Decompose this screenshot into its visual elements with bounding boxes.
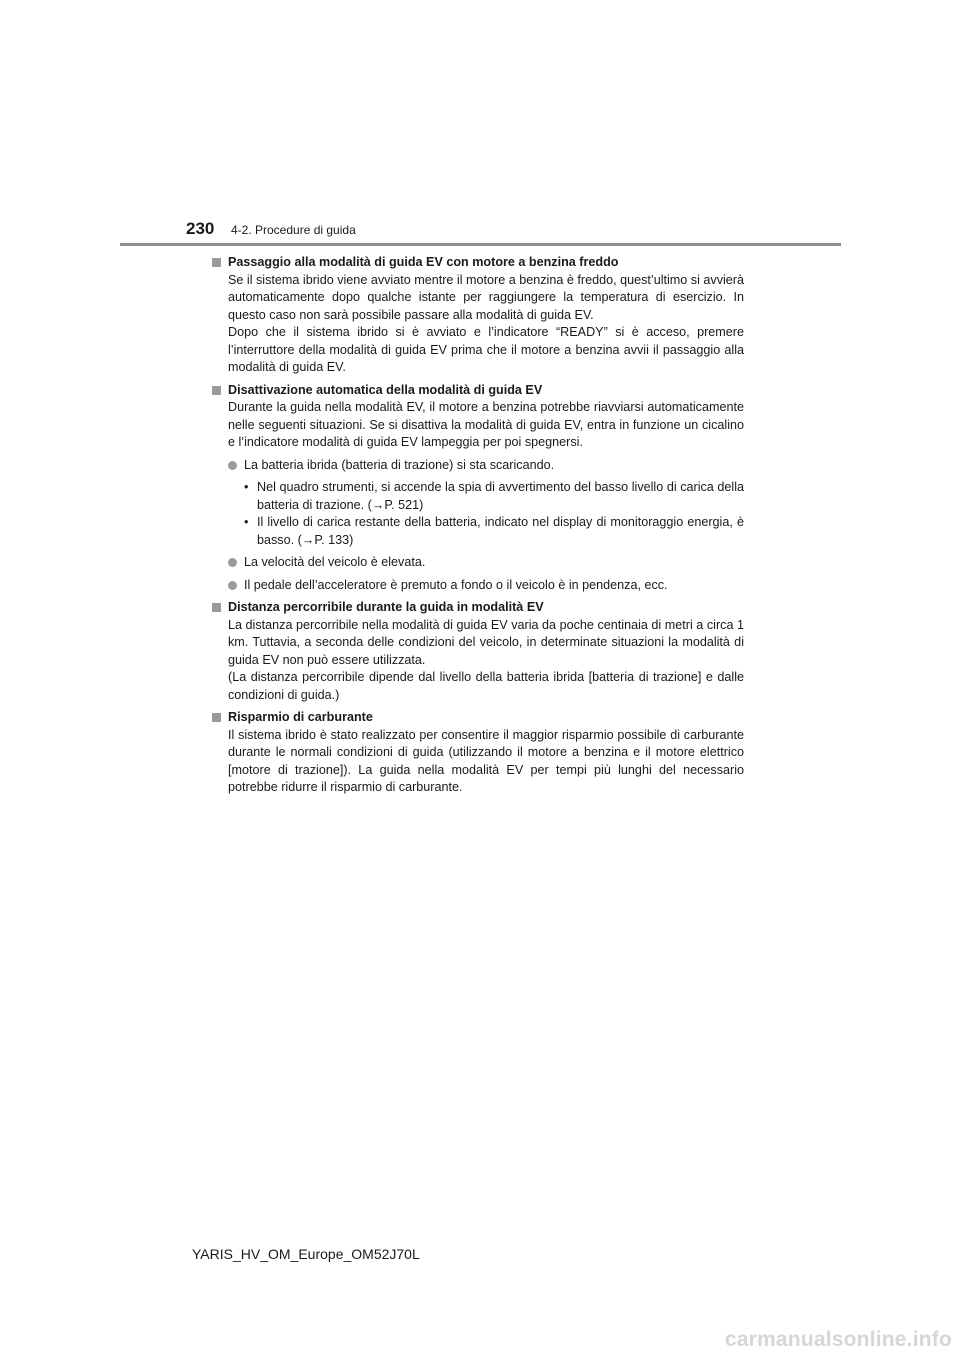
section-heading-text: Distanza percorribile durante la guida in modalità EV xyxy=(228,600,544,614)
section-heading xyxy=(212,254,744,272)
paragraph: Durante la guida nella modalità EV, il motore a benzina potrebbe riavviarsi automaticamente nelle seguenti situazioni. Se si disattiva la modalità di guida EV, entra in funzione un cicalino e l’indicatore modalità di guida EV lampeggia per poi spegnersi. xyxy=(228,400,744,449)
circle-bullet-icon xyxy=(228,461,237,470)
sub-list-item-text: Nel quadro strumenti, si accende la spia di avvertimento del basso livello di carica della batteria di trazione. (→P. 521) xyxy=(257,480,744,512)
square-bullet-icon xyxy=(212,603,221,612)
dot-bullet-icon: • xyxy=(244,515,249,529)
section-heading xyxy=(212,382,744,400)
dot-bullet-icon: • xyxy=(244,480,249,494)
circle-bullet-icon xyxy=(228,581,237,590)
list-item xyxy=(212,554,744,572)
section-cold-engine xyxy=(212,254,744,377)
watermark: carmanualsonline.info xyxy=(724,1328,952,1351)
section-heading xyxy=(212,709,744,727)
list-item xyxy=(212,577,744,595)
square-bullet-icon xyxy=(212,258,221,267)
paragraph: Dopo che il sistema ibrido si è avviato e l’indicatore “READY” si è acceso, premere l’interruttore della modalità di guida EV prima che il motore a benzina avvii il passaggio alla modalità di guida EV. xyxy=(228,325,744,374)
section-fuel-saving xyxy=(212,709,744,797)
list-item-text: Il pedale dell’acceleratore è premuto a fondo o il veicolo è in pendenza, ecc. xyxy=(244,577,668,592)
sub-list xyxy=(212,479,744,549)
sub-list-item xyxy=(212,479,744,514)
header-divider xyxy=(120,243,841,246)
section-title: 4-2. Procedure di guida xyxy=(231,223,356,237)
page-content xyxy=(212,254,744,802)
list-item-text: La batteria ibrida (batteria di trazione) si sta scaricando. xyxy=(244,457,555,472)
list-item xyxy=(212,457,744,475)
section-heading-text: Disattivazione automatica della modalità di guida EV xyxy=(228,382,543,397)
paragraph: Il sistema ibrido è stato realizzato per consentire il maggior risparmio possibile di carburante durante le normali condizioni di guida (utilizzando il motore a benzina e il motore elettrico [motore di trazione]). La guida nella modalità EV per tempi più lunghi del necessario potrebbe ridurre il risparmio di carburante. xyxy=(228,727,744,794)
section-ev-range xyxy=(212,599,744,704)
square-bullet-icon xyxy=(212,386,221,395)
footer-doc-id: YARIS_HV_OM_Europe_OM52J70L xyxy=(192,1246,420,1262)
paragraph: (La distanza percorribile dipende dal livello della batteria ibrida [batteria di trazione] e dalle condizioni di guida.) xyxy=(228,670,744,702)
paragraph: La distanza percorribile nella modalità di guida EV varia da poche centinaia di metri a circa 1 km. Tuttavia, a seconda delle condizioni del veicolo, in determinate situazioni la modalità di guida EV non può essere utilizzata. xyxy=(228,617,744,667)
section-heading xyxy=(212,599,744,617)
section-heading-text: Passaggio alla modalità di guida EV con motore a benzina freddo xyxy=(228,255,619,269)
section-heading-text: Risparmio di carburante xyxy=(228,710,373,724)
sub-list-item-text: Il livello di carica restante della batteria, indicato nel display di monitoraggio energia, è basso. (→P. 133) xyxy=(257,515,744,547)
sub-list-item xyxy=(212,514,744,549)
circle-bullet-icon xyxy=(228,558,237,567)
paragraph: Se il sistema ibrido viene avviato mentre il motore a benzina è freddo, quest’ultimo si avvierà automaticamente dopo qualche istante per raggiungere la temperatura di esercizio. In questo caso non sarà possibile passare alla modalità di guida EV. xyxy=(228,272,744,322)
page-number: 230 xyxy=(186,219,215,238)
square-bullet-icon xyxy=(212,713,221,722)
list-item-text: La velocità del veicolo è elevata. xyxy=(244,555,426,569)
section-auto-deactivation xyxy=(212,382,744,595)
